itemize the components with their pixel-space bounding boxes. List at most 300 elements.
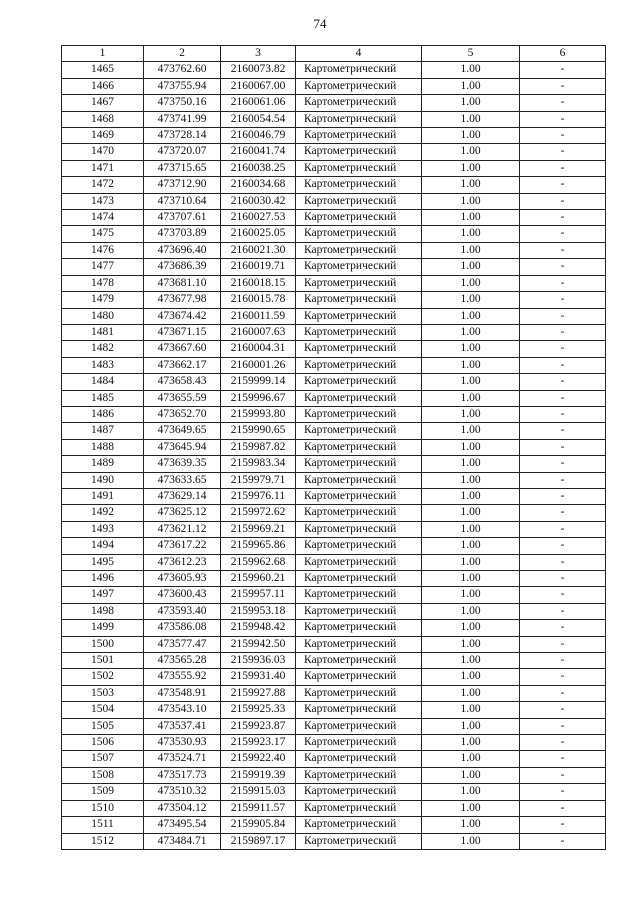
note-cell: - [520, 177, 606, 193]
x-coordinate-cell: 473720.07 [144, 144, 221, 160]
point-number-cell: 1511 [62, 817, 144, 833]
method-cell: Картометрический [296, 620, 422, 636]
x-coordinate-cell: 473565.28 [144, 653, 221, 669]
x-coordinate-cell: 473686.39 [144, 259, 221, 275]
accuracy-cell: 1.00 [422, 751, 520, 767]
accuracy-cell: 1.00 [422, 521, 520, 537]
x-coordinate-cell: 473712.90 [144, 177, 221, 193]
accuracy-cell: 1.00 [422, 488, 520, 504]
accuracy-cell: 1.00 [422, 292, 520, 308]
accuracy-cell: 1.00 [422, 242, 520, 258]
y-coordinate-cell: 2160011.59 [221, 308, 296, 324]
point-number-cell: 1475 [62, 226, 144, 242]
point-number-cell: 1479 [62, 292, 144, 308]
method-cell: Картометрический [296, 406, 422, 422]
point-number-cell: 1493 [62, 521, 144, 537]
table-row [62, 374, 606, 390]
y-coordinate-cell: 2159942.50 [221, 636, 296, 652]
y-coordinate-cell: 2159965.86 [221, 538, 296, 554]
table-row [62, 800, 606, 816]
accuracy-cell: 1.00 [422, 341, 520, 357]
accuracy-cell: 1.00 [422, 735, 520, 751]
y-coordinate-cell: 2159996.67 [221, 390, 296, 406]
point-number-cell: 1470 [62, 144, 144, 160]
accuracy-cell: 1.00 [422, 324, 520, 340]
table-row [62, 702, 606, 718]
x-coordinate-cell: 473645.94 [144, 439, 221, 455]
method-cell: Картометрический [296, 669, 422, 685]
table-row [62, 587, 606, 603]
note-cell: - [520, 472, 606, 488]
accuracy-cell: 1.00 [422, 226, 520, 242]
method-cell: Картометрический [296, 767, 422, 783]
note-cell: - [520, 62, 606, 78]
table-row [62, 603, 606, 619]
accuracy-cell: 1.00 [422, 784, 520, 800]
point-number-cell: 1506 [62, 735, 144, 751]
x-coordinate-cell: 473649.65 [144, 423, 221, 439]
note-cell: - [520, 718, 606, 734]
y-coordinate-cell: 2159915.03 [221, 784, 296, 800]
y-coordinate-cell: 2159919.39 [221, 767, 296, 783]
note-cell: - [520, 341, 606, 357]
point-number-cell: 1500 [62, 636, 144, 652]
accuracy-cell: 1.00 [422, 259, 520, 275]
method-cell: Картометрический [296, 702, 422, 718]
point-number-cell: 1480 [62, 308, 144, 324]
point-number-cell: 1488 [62, 439, 144, 455]
accuracy-cell: 1.00 [422, 456, 520, 472]
point-number-cell: 1490 [62, 472, 144, 488]
table-row [62, 439, 606, 455]
table-row [62, 341, 606, 357]
accuracy-cell: 1.00 [422, 193, 520, 209]
y-coordinate-cell: 2160001.26 [221, 357, 296, 373]
point-number-cell: 1465 [62, 62, 144, 78]
table-row [62, 472, 606, 488]
x-coordinate-cell: 473667.60 [144, 341, 221, 357]
method-cell: Картометрический [296, 324, 422, 340]
x-coordinate-cell: 473484.71 [144, 833, 221, 849]
table-row [62, 817, 606, 833]
x-coordinate-cell: 473681.10 [144, 275, 221, 291]
table-row [62, 653, 606, 669]
x-coordinate-cell: 473750.16 [144, 95, 221, 111]
note-cell: - [520, 226, 606, 242]
table-row [62, 193, 606, 209]
note-cell: - [520, 423, 606, 439]
note-cell: - [520, 784, 606, 800]
y-coordinate-cell: 2160041.74 [221, 144, 296, 160]
x-coordinate-cell: 473621.12 [144, 521, 221, 537]
x-coordinate-cell: 473671.15 [144, 324, 221, 340]
note-cell: - [520, 308, 606, 324]
x-coordinate-cell: 473612.23 [144, 554, 221, 570]
method-cell: Картометрический [296, 653, 422, 669]
table-row [62, 735, 606, 751]
method-cell: Картометрический [296, 242, 422, 258]
column-header: 6 [520, 46, 606, 62]
y-coordinate-cell: 2159987.82 [221, 439, 296, 455]
x-coordinate-cell: 473762.60 [144, 62, 221, 78]
table-row [62, 128, 606, 144]
accuracy-cell: 1.00 [422, 95, 520, 111]
method-cell: Картометрический [296, 784, 422, 800]
x-coordinate-cell: 473696.40 [144, 242, 221, 258]
note-cell: - [520, 817, 606, 833]
x-coordinate-cell: 473715.65 [144, 160, 221, 176]
method-cell: Картометрический [296, 833, 422, 849]
note-cell: - [520, 521, 606, 537]
y-coordinate-cell: 2159962.68 [221, 554, 296, 570]
y-coordinate-cell: 2159911.57 [221, 800, 296, 816]
y-coordinate-cell: 2159927.88 [221, 685, 296, 701]
y-coordinate-cell: 2159983.34 [221, 456, 296, 472]
column-header: 3 [221, 46, 296, 62]
point-number-cell: 1508 [62, 767, 144, 783]
point-number-cell: 1504 [62, 702, 144, 718]
y-coordinate-cell: 2159905.84 [221, 817, 296, 833]
coordinates-table [61, 45, 606, 850]
accuracy-cell: 1.00 [422, 406, 520, 422]
note-cell: - [520, 242, 606, 258]
method-cell: Картометрический [296, 308, 422, 324]
accuracy-cell: 1.00 [422, 800, 520, 816]
y-coordinate-cell: 2159972.62 [221, 505, 296, 521]
x-coordinate-cell: 473530.93 [144, 735, 221, 751]
point-number-cell: 1496 [62, 571, 144, 587]
method-cell: Картометрический [296, 800, 422, 816]
y-coordinate-cell: 2159999.14 [221, 374, 296, 390]
accuracy-cell: 1.00 [422, 111, 520, 127]
x-coordinate-cell: 473617.22 [144, 538, 221, 554]
accuracy-cell: 1.00 [422, 554, 520, 570]
y-coordinate-cell: 2159897.17 [221, 833, 296, 849]
method-cell: Картометрический [296, 95, 422, 111]
table-row [62, 784, 606, 800]
point-number-cell: 1473 [62, 193, 144, 209]
point-number-cell: 1466 [62, 78, 144, 94]
table-row [62, 538, 606, 554]
method-cell: Картометрический [296, 718, 422, 734]
y-coordinate-cell: 2159993.80 [221, 406, 296, 422]
x-coordinate-cell: 473629.14 [144, 488, 221, 504]
accuracy-cell: 1.00 [422, 177, 520, 193]
y-coordinate-cell: 2160061.06 [221, 95, 296, 111]
point-number-cell: 1510 [62, 800, 144, 816]
accuracy-cell: 1.00 [422, 128, 520, 144]
table-row [62, 833, 606, 849]
x-coordinate-cell: 473504.12 [144, 800, 221, 816]
method-cell: Картометрический [296, 177, 422, 193]
x-coordinate-cell: 473658.43 [144, 374, 221, 390]
point-number-cell: 1492 [62, 505, 144, 521]
method-cell: Картометрический [296, 439, 422, 455]
x-coordinate-cell: 473586.08 [144, 620, 221, 636]
y-coordinate-cell: 2160025.05 [221, 226, 296, 242]
accuracy-cell: 1.00 [422, 702, 520, 718]
x-coordinate-cell: 473674.42 [144, 308, 221, 324]
x-coordinate-cell: 473537.41 [144, 718, 221, 734]
note-cell: - [520, 259, 606, 275]
column-header: 2 [144, 46, 221, 62]
method-cell: Картометрический [296, 390, 422, 406]
method-cell: Картометрический [296, 751, 422, 767]
accuracy-cell: 1.00 [422, 62, 520, 78]
x-coordinate-cell: 473703.89 [144, 226, 221, 242]
point-number-cell: 1476 [62, 242, 144, 258]
table-row [62, 324, 606, 340]
point-number-cell: 1498 [62, 603, 144, 619]
y-coordinate-cell: 2160054.54 [221, 111, 296, 127]
method-cell: Картометрический [296, 603, 422, 619]
y-coordinate-cell: 2159957.11 [221, 587, 296, 603]
point-number-cell: 1471 [62, 160, 144, 176]
x-coordinate-cell: 473577.47 [144, 636, 221, 652]
table-row [62, 111, 606, 127]
note-cell: - [520, 275, 606, 291]
accuracy-cell: 1.00 [422, 669, 520, 685]
y-coordinate-cell: 2160038.25 [221, 160, 296, 176]
accuracy-cell: 1.00 [422, 653, 520, 669]
note-cell: - [520, 636, 606, 652]
y-coordinate-cell: 2159979.71 [221, 472, 296, 488]
note-cell: - [520, 800, 606, 816]
table-row [62, 177, 606, 193]
point-number-cell: 1484 [62, 374, 144, 390]
table-row [62, 456, 606, 472]
point-number-cell: 1499 [62, 620, 144, 636]
y-coordinate-cell: 2159953.18 [221, 603, 296, 619]
y-coordinate-cell: 2160067.00 [221, 78, 296, 94]
note-cell: - [520, 390, 606, 406]
note-cell: - [520, 833, 606, 849]
point-number-cell: 1485 [62, 390, 144, 406]
note-cell: - [520, 144, 606, 160]
y-coordinate-cell: 2159925.33 [221, 702, 296, 718]
x-coordinate-cell: 473707.61 [144, 210, 221, 226]
note-cell: - [520, 685, 606, 701]
accuracy-cell: 1.00 [422, 620, 520, 636]
note-cell: - [520, 439, 606, 455]
note-cell: - [520, 374, 606, 390]
y-coordinate-cell: 2159960.21 [221, 571, 296, 587]
table-row [62, 259, 606, 275]
method-cell: Картометрический [296, 554, 422, 570]
table-row [62, 488, 606, 504]
note-cell: - [520, 488, 606, 504]
x-coordinate-cell: 473555.92 [144, 669, 221, 685]
table-row [62, 308, 606, 324]
point-number-cell: 1494 [62, 538, 144, 554]
point-number-cell: 1505 [62, 718, 144, 734]
table-row [62, 242, 606, 258]
method-cell: Картометрический [296, 62, 422, 78]
method-cell: Картометрический [296, 636, 422, 652]
note-cell: - [520, 456, 606, 472]
method-cell: Картометрический [296, 357, 422, 373]
note-cell: - [520, 554, 606, 570]
y-coordinate-cell: 2160004.31 [221, 341, 296, 357]
y-coordinate-cell: 2159969.21 [221, 521, 296, 537]
table-body [62, 62, 606, 850]
x-coordinate-cell: 473655.59 [144, 390, 221, 406]
table-row [62, 554, 606, 570]
x-coordinate-cell: 473548.91 [144, 685, 221, 701]
x-coordinate-cell: 473633.65 [144, 472, 221, 488]
table-row [62, 160, 606, 176]
method-cell: Картометрический [296, 374, 422, 390]
point-number-cell: 1469 [62, 128, 144, 144]
accuracy-cell: 1.00 [422, 144, 520, 160]
table-row [62, 767, 606, 783]
x-coordinate-cell: 473639.35 [144, 456, 221, 472]
y-coordinate-cell: 2159923.17 [221, 735, 296, 751]
accuracy-cell: 1.00 [422, 538, 520, 554]
method-cell: Картометрический [296, 685, 422, 701]
table-row [62, 751, 606, 767]
accuracy-cell: 1.00 [422, 718, 520, 734]
accuracy-cell: 1.00 [422, 439, 520, 455]
method-cell: Картометрический [296, 538, 422, 554]
method-cell: Картометрический [296, 275, 422, 291]
y-coordinate-cell: 2160046.79 [221, 128, 296, 144]
point-number-cell: 1491 [62, 488, 144, 504]
table-row [62, 521, 606, 537]
accuracy-cell: 1.00 [422, 275, 520, 291]
method-cell: Картометрический [296, 521, 422, 537]
x-coordinate-cell: 473662.17 [144, 357, 221, 373]
method-cell: Картометрический [296, 488, 422, 504]
y-coordinate-cell: 2160073.82 [221, 62, 296, 78]
y-coordinate-cell: 2159931.40 [221, 669, 296, 685]
note-cell: - [520, 292, 606, 308]
note-cell: - [520, 505, 606, 521]
x-coordinate-cell: 473517.73 [144, 767, 221, 783]
point-number-cell: 1481 [62, 324, 144, 340]
method-cell: Картометрический [296, 423, 422, 439]
y-coordinate-cell: 2159936.03 [221, 653, 296, 669]
note-cell: - [520, 669, 606, 685]
accuracy-cell: 1.00 [422, 587, 520, 603]
table-row [62, 210, 606, 226]
table-row [62, 571, 606, 587]
table-row [62, 275, 606, 291]
accuracy-cell: 1.00 [422, 210, 520, 226]
point-number-cell: 1489 [62, 456, 144, 472]
method-cell: Картометрический [296, 472, 422, 488]
table-row [62, 357, 606, 373]
note-cell: - [520, 571, 606, 587]
x-coordinate-cell: 473510.32 [144, 784, 221, 800]
method-cell: Картометрический [296, 111, 422, 127]
x-coordinate-cell: 473593.40 [144, 603, 221, 619]
x-coordinate-cell: 473755.94 [144, 78, 221, 94]
point-number-cell: 1487 [62, 423, 144, 439]
accuracy-cell: 1.00 [422, 767, 520, 783]
table-row [62, 144, 606, 160]
point-number-cell: 1507 [62, 751, 144, 767]
y-coordinate-cell: 2160034.68 [221, 177, 296, 193]
accuracy-cell: 1.00 [422, 374, 520, 390]
accuracy-cell: 1.00 [422, 357, 520, 373]
note-cell: - [520, 603, 606, 619]
accuracy-cell: 1.00 [422, 571, 520, 587]
note-cell: - [520, 538, 606, 554]
x-coordinate-cell: 473741.99 [144, 111, 221, 127]
y-coordinate-cell: 2160021.30 [221, 242, 296, 258]
point-number-cell: 1474 [62, 210, 144, 226]
table-row [62, 95, 606, 111]
column-header: 5 [422, 46, 520, 62]
x-coordinate-cell: 473600.43 [144, 587, 221, 603]
table-row [62, 423, 606, 439]
accuracy-cell: 1.00 [422, 817, 520, 833]
method-cell: Картометрический [296, 144, 422, 160]
point-number-cell: 1482 [62, 341, 144, 357]
table-row [62, 292, 606, 308]
x-coordinate-cell: 473524.71 [144, 751, 221, 767]
note-cell: - [520, 702, 606, 718]
note-cell: - [520, 111, 606, 127]
accuracy-cell: 1.00 [422, 390, 520, 406]
point-number-cell: 1478 [62, 275, 144, 291]
method-cell: Картометрический [296, 210, 422, 226]
method-cell: Картометрический [296, 341, 422, 357]
method-cell: Картометрический [296, 160, 422, 176]
accuracy-cell: 1.00 [422, 505, 520, 521]
column-header: 4 [296, 46, 422, 62]
table-header-row [62, 46, 606, 62]
table-row [62, 62, 606, 78]
note-cell: - [520, 95, 606, 111]
accuracy-cell: 1.00 [422, 603, 520, 619]
y-coordinate-cell: 2160019.71 [221, 259, 296, 275]
accuracy-cell: 1.00 [422, 636, 520, 652]
note-cell: - [520, 751, 606, 767]
y-coordinate-cell: 2159976.11 [221, 488, 296, 504]
accuracy-cell: 1.00 [422, 833, 520, 849]
table-row [62, 226, 606, 242]
point-number-cell: 1468 [62, 111, 144, 127]
method-cell: Картометрический [296, 817, 422, 833]
table-row [62, 390, 606, 406]
note-cell: - [520, 128, 606, 144]
method-cell: Картометрический [296, 193, 422, 209]
x-coordinate-cell: 473652.70 [144, 406, 221, 422]
y-coordinate-cell: 2159922.40 [221, 751, 296, 767]
method-cell: Картометрический [296, 505, 422, 521]
page-number: 74 [313, 16, 327, 31]
column-header: 1 [62, 46, 144, 62]
table-row [62, 406, 606, 422]
note-cell: - [520, 767, 606, 783]
point-number-cell: 1495 [62, 554, 144, 570]
note-cell: - [520, 406, 606, 422]
point-number-cell: 1509 [62, 784, 144, 800]
point-number-cell: 1501 [62, 653, 144, 669]
accuracy-cell: 1.00 [422, 423, 520, 439]
y-coordinate-cell: 2160015.78 [221, 292, 296, 308]
note-cell: - [520, 78, 606, 94]
accuracy-cell: 1.00 [422, 685, 520, 701]
note-cell: - [520, 587, 606, 603]
y-coordinate-cell: 2159990.65 [221, 423, 296, 439]
method-cell: Картометрический [296, 587, 422, 603]
accuracy-cell: 1.00 [422, 160, 520, 176]
table-row [62, 505, 606, 521]
x-coordinate-cell: 473728.14 [144, 128, 221, 144]
